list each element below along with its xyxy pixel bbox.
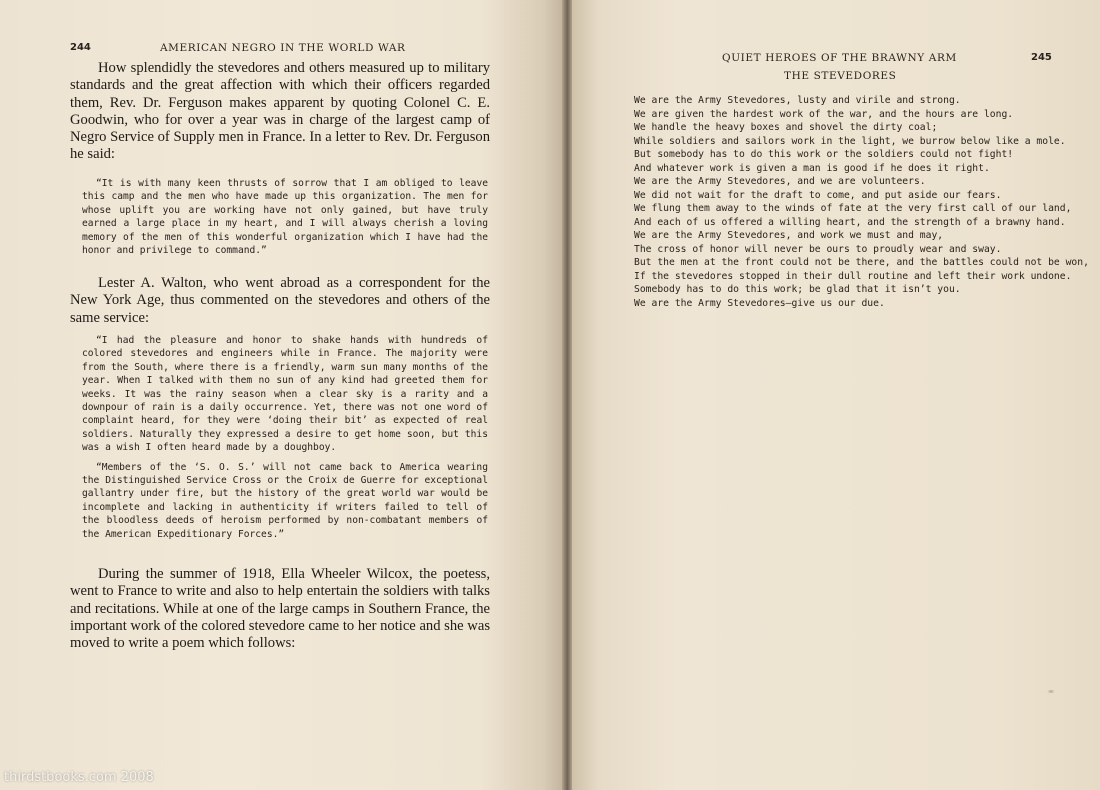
poem-line: We did not wait for the draft to come, and put aside our fears. bbox=[634, 189, 1002, 201]
left-page-number: 244 bbox=[70, 42, 91, 53]
poem-line: We are given the hardest work of the war, and the hours are long. bbox=[634, 108, 1014, 120]
poem-line: But the men at the front could not be there, and the battles could not be won, bbox=[634, 257, 1089, 268]
poem-line: We are the Army Stevedores, and we are volunteers. bbox=[634, 176, 926, 187]
poem-line: We are the Army Stevedores—give us our due. bbox=[634, 297, 885, 309]
right-running-head: QUIET HEROES OF THE BRAWNY ARM bbox=[722, 52, 957, 64]
right-page-number: 245 bbox=[1031, 52, 1052, 63]
poem-line: But somebody has to do this work or the soldiers could not fight! bbox=[634, 149, 1014, 160]
paragraph-walton-text: Lester A. Walton, who went abroad as a correspondent for the New York Age, thus commented on the stevedores and others of the same service: bbox=[70, 275, 490, 326]
poem-line: The cross of honor will never be ours to proudly wear and sway. bbox=[634, 243, 1002, 255]
right-page bbox=[572, 0, 1100, 790]
poem-line: While soldiers and sailors work in the light, we burrow below like a mole. bbox=[634, 135, 1066, 147]
poem-line: Somebody has to do this work; be glad that it isn’t you. bbox=[634, 284, 961, 295]
poem-line: We handle the heavy boxes and shovel the dirty coal; bbox=[634, 122, 938, 133]
poem-line: We are the Army Stevedores, and work we must and may, bbox=[634, 230, 944, 241]
quote-walton bbox=[82, 334, 488, 547]
paragraph-wilcox-text: During the summer of 1918, Ella Wheeler Wilcox, the poetess, went to France to write and also to help entertain the soldiers with talks and recitations. While at one of the large camps in Southern France, the important work of the colored stevedore came to her notice and she was moved to write a poem which follows: bbox=[70, 566, 490, 652]
quote-goodwin-text: “It is with many keen thrusts of sorrow that I am obliged to leave this camp and the men who have made up this organization. The men for whose uplift you are working have not only gained, but have truly earned a large place in my heart, and I will always cherish a loving memory of the men of this wonderful organization which I have had the honor and privilege to command.” bbox=[82, 178, 488, 257]
poem-line: We flung them away to the winds of fate at the very first call of our land, bbox=[634, 203, 1072, 214]
quote-walton-text-1: “I had the pleasure and honor to shake hands with hundreds of colored stevedores and engineers while in France. The majority were from the South, where there is a friendly, warm sun many months of the year. When I talked with them no sun of any kind had greeted them for weeks. It was the rainy season when a clear sky is a rarity and a downpour of rain is a daily occurrence. Yet, there was not one word of complaint heard, for they were ‘doing their bit’ as expected of real soldiers. Naturally they expressed a desire to get home soon, but this was a wish I often heard made by a doughboy. bbox=[82, 335, 488, 454]
poem-line: And whatever work is given a man is good if he does it right. bbox=[634, 162, 990, 174]
poem bbox=[634, 94, 1089, 310]
left-running-head: AMERICAN NEGRO IN THE WORLD WAR bbox=[160, 42, 406, 54]
quote-goodwin bbox=[82, 177, 488, 263]
watermark: thirdstbooks.com 2008 bbox=[4, 770, 154, 785]
paragraph-walton bbox=[70, 275, 490, 327]
paragraph-ferguson-text: How splendidly the stevedores and others measured up to military standards and the great affection with which their officers regarded them, Rev. Dr. Ferguson makes apparent by quoting Colonel C. E. Goodwin, who for over a year was in charge of the largest camp of Negro Service of Supply men in France. In a letter to Rev. Dr. Ferguson he said: bbox=[70, 60, 490, 163]
poem-line: And each of us offered a willing heart, and the strength of a brawny hand. bbox=[634, 216, 1066, 228]
quote-walton-text-2: “Members of the ‘S. O. S.’ will not came back to America wearing the Distinguished Service Cross or the Croix de Guerre for exceptional gallantry under fire, but the history of the great world war would be incomplete and lacking in authenticity if writers failed to tell of the bloodless deeds of heroism performed by non-combatant members of the American Expeditionary Forces.” bbox=[82, 461, 488, 540]
poem-line: We are the Army Stevedores, lusty and virile and strong. bbox=[634, 95, 961, 106]
paragraph-wilcox bbox=[70, 566, 490, 652]
paragraph-ferguson bbox=[70, 60, 490, 164]
paper-speck bbox=[1046, 690, 1056, 693]
poem-line: If the stevedores stopped in their dull routine and left their work undone. bbox=[634, 270, 1072, 282]
poem-title: THE STEVEDORES bbox=[784, 70, 897, 82]
